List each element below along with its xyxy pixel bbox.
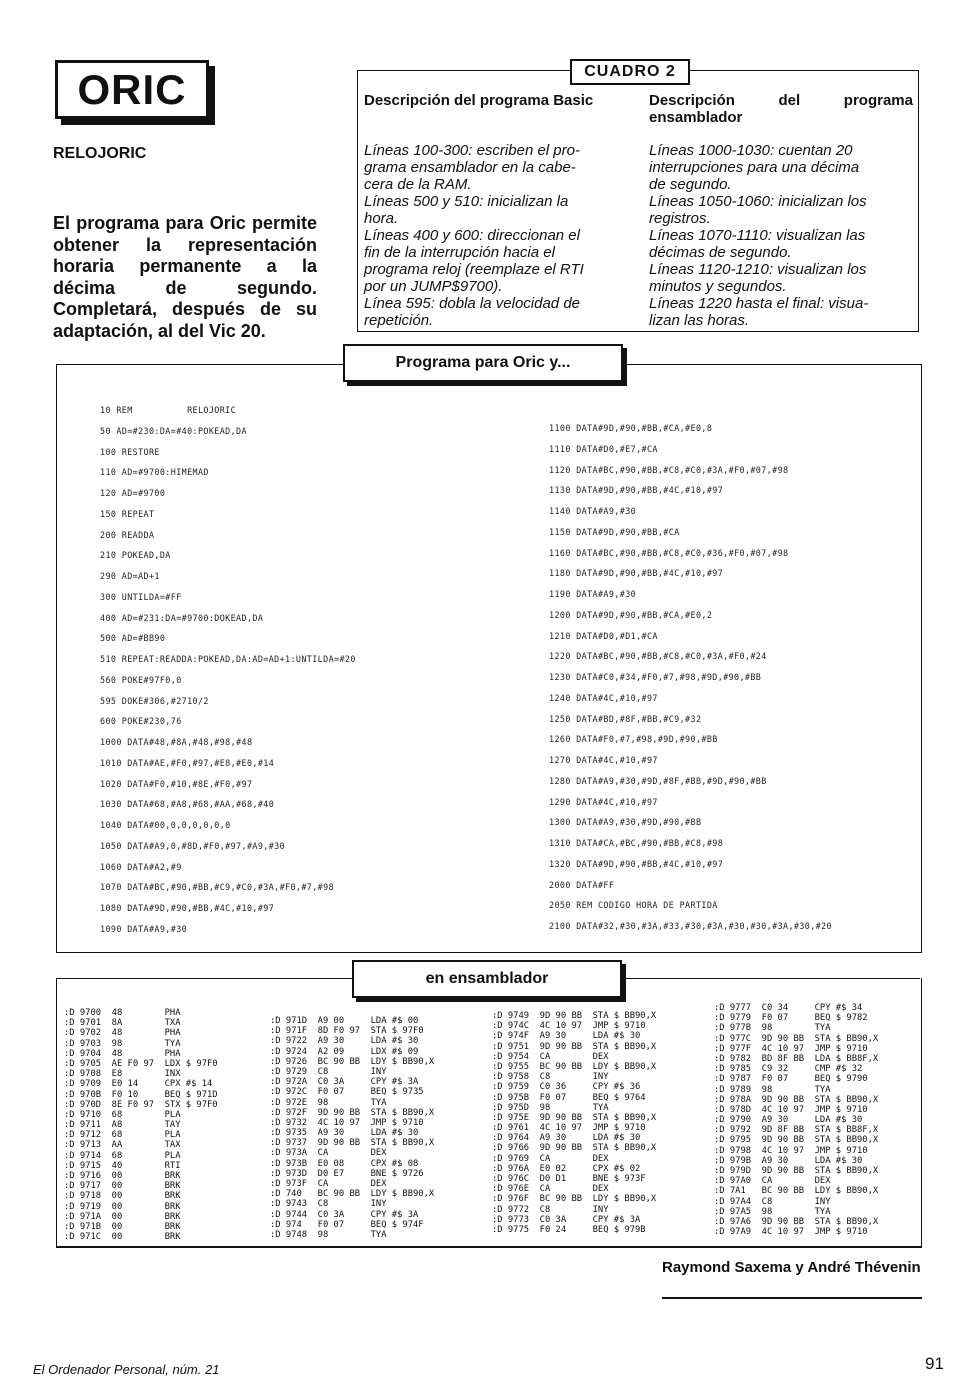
asm-line: :D 978D 4C 10 97 JMP $ 9710: [714, 1104, 868, 1115]
asm-line: :D 972E 98 TYA: [270, 1097, 387, 1108]
code-line: 150 REPEAT: [100, 508, 155, 519]
code-line: 1050 DATA#A9,0,#8D,#F0,#97,#A9,#30: [100, 840, 286, 851]
asm-line: :D 9708 E8 INX: [64, 1069, 181, 1080]
asm-line: :D 9705 AE F0 97 LDX $ 97F0: [64, 1058, 218, 1069]
asm-line: :D 9724 A2 09 LDX #$ 09: [270, 1046, 419, 1057]
asm-line: :D 9735 A9 30 LDA #$ 30: [270, 1128, 419, 1139]
description-line: Línea 595: dobla la velocidad de: [364, 295, 581, 312]
asm-line: :D 974F A9 30 LDA #$ 30: [492, 1031, 641, 1042]
code-line: 1130 DATA#9D,#90,#BB,#4C,#10,#97: [549, 485, 724, 496]
asm-line: :D 9764 A9 30 LDA #$ 30: [492, 1133, 641, 1144]
asm-line: :D 973D D0 E7 BNE $ 9726: [270, 1168, 424, 1179]
code-line: 600 POKE#230,76: [100, 716, 182, 727]
description-line: cera de la RAM.: [364, 176, 472, 193]
code-line: 210 POKEAD,DA: [100, 550, 171, 561]
assembler-description-body: [649, 142, 913, 329]
asm-line: :D 971A 00 BRK: [64, 1211, 181, 1222]
asm-line: :D 979B A9 30 LDA #$ 30: [714, 1155, 863, 1166]
description-line: de segundo.: [649, 176, 732, 193]
code-line: 1120 DATA#BC,#90,#BB,#C8,#C0,#3A,#F0,#07,#98: [549, 464, 789, 475]
description-line: Líneas 1000-1030: cuentan 20: [649, 142, 853, 159]
section-title: RELOJORIC: [53, 145, 147, 162]
code-line: 300 UNTILDA=#FF: [100, 591, 182, 602]
code-line: 1210 DATA#D0,#D1,#CA: [549, 630, 658, 641]
basic-description-heading: Descripción del programa Basic: [364, 92, 594, 109]
asm-line: :D 977F 4C 10 97 JMP $ 9710: [714, 1043, 868, 1054]
code-line: 1020 DATA#F0,#10,#8E,#F0,#97: [100, 778, 253, 789]
asm-line: :D 9773 C0 3A CPY #$ 3A: [492, 1214, 641, 1225]
asm-line: :D 9716 00 BRK: [64, 1171, 181, 1181]
publication-footer: El Ordenador Personal, núm. 21: [33, 1362, 220, 1377]
asm-line: :D 9701 8A TXA: [64, 1018, 181, 1029]
description-line: Líneas 400 y 600: direccionan el: [364, 227, 580, 244]
basic-description-body: [364, 142, 629, 329]
code-line: 1060 DATA#A2,#9: [100, 861, 182, 872]
page-number: 91: [925, 1354, 944, 1373]
asm-line: :D 9798 4C 10 97 JMP $ 9710: [714, 1145, 868, 1156]
asm-line: :D 971C 00 BRK: [64, 1232, 181, 1243]
asm-line: :D 9718 00 BRK: [64, 1191, 181, 1202]
asm-line: :D 976C D0 D1 BNE $ 973F: [492, 1174, 646, 1184]
code-line: 1080 DATA#9D,#90,#BB,#4C,#10,#97: [100, 903, 275, 913]
description-line: fin de la interrupción hacia el: [364, 244, 555, 261]
basic-listing-left-column: [100, 400, 356, 940]
code-line: 1290 DATA#4C,#10,#97: [549, 796, 658, 807]
code-line: 110 AD=#9700:HIMEMAD: [100, 467, 209, 478]
code-line: 1260 DATA#F0,#7,#98,#9D,#90,#BB: [549, 734, 718, 745]
code-line: 1280 DATA#A9,#30,#9D,#8F,#BB,#9D,#90,#BB: [549, 775, 767, 786]
asm-line: :D 975E 9D 90 BB STA $ BB90,X: [492, 1112, 657, 1123]
description-line: lizan las horas.: [649, 312, 750, 329]
asm-line: :D 9713 AA TAX: [64, 1140, 181, 1151]
asm-line: :D 9766 9D 90 BB STA $ BB90,X: [492, 1143, 657, 1154]
asm-line: :D 972F 9D 90 BB STA $ BB90,X: [270, 1107, 435, 1118]
code-line: 595 DOKE#306,#2710/2: [100, 695, 209, 706]
asm-line: :D 9758 C8 INY: [492, 1072, 609, 1083]
code-line: 1140 DATA#A9,#30: [549, 506, 637, 516]
asm-line: :D 9782 BD 8F BB LDA $ BB8F,X: [714, 1053, 879, 1064]
code-line: 1110 DATA#D0,#E7,#CA: [549, 443, 658, 454]
asm-line: :D 974C 4C 10 97 JMP $ 9710: [492, 1021, 646, 1032]
code-line: 1030 DATA#68,#A8,#68,#AA,#68,#40: [100, 799, 275, 810]
assembler-column-3: [492, 1011, 656, 1235]
basic-listing-title: Programa para Oric y...: [343, 344, 623, 382]
asm-line: :D 977C 9D 90 BB STA $ BB90,X: [714, 1033, 879, 1044]
code-line: 1300 DATA#A9,#30,#9D,#90,#BB: [549, 817, 702, 828]
code-line: 2000 DATA#FF: [549, 879, 615, 890]
oric-logo-text: ORIC: [77, 65, 187, 113]
asm-line: :D 975D 98 TYA: [492, 1102, 609, 1113]
asm-line: :D 9709 E0 14 CPX #$ 14: [64, 1079, 213, 1090]
asm-line: :D 9717 00 BRK: [64, 1181, 181, 1192]
description-line: Líneas 1050-1060: inicializan los: [649, 193, 867, 210]
assembler-column-4: [714, 1003, 878, 1237]
basic-listing-right-column: [549, 418, 832, 937]
code-line: 50 AD=#230:DA=#40:POKEAD,DA: [100, 425, 247, 436]
asm-line: :D 973A CA DEX: [270, 1148, 387, 1159]
asm-line: :D 971D A9 00 LDA #$ 00: [270, 1016, 419, 1026]
assembler-column-1: [64, 1008, 218, 1242]
asm-line: :D 9751 9D 90 BB STA $ BB90,X: [492, 1041, 657, 1052]
code-line: 1000 DATA#48,#8A,#48,#98,#48: [100, 737, 253, 747]
author-rule: [662, 1297, 922, 1299]
intro-paragraph: El programa para Oric permite obtener la representación horaria permanente a la décima de segundo. Completará, después de su adaptación, al del Vic 20.: [53, 213, 317, 341]
author-credit: Raymond Saxema y André Thévenin: [662, 1259, 921, 1276]
description-line: décimas de segundo.: [649, 244, 792, 261]
code-line: 400 AD=#231:DA=#9700:DOKEAD,DA: [100, 612, 264, 623]
asm-line: :D 9779 F0 07 BEQ $ 9782: [714, 1013, 868, 1024]
asm-line: :D 9726 BC 90 BB LDY $ BB90,X: [270, 1056, 435, 1067]
oric-logo: [55, 60, 209, 119]
description-line: por un JUMP$9700).: [364, 278, 503, 295]
asm-line: :D 9790 A9 30 LDA #$ 30: [714, 1115, 863, 1126]
code-line: 1100 DATA#9D,#90,#BB,#CA,#E0,8: [549, 423, 713, 433]
description-line: programa reloj (reemplaze el RTI: [364, 261, 584, 278]
asm-line: :D 970D 8E F0 97 STX $ 97F0: [64, 1099, 218, 1110]
asm-line: :D 9729 C8 INY: [270, 1066, 387, 1077]
code-line: 1310 DATA#CA,#BC,#90,#BB,#C8,#98: [549, 838, 724, 848]
code-line: 510 REPEAT:READDA:POKEAD,DA:AD=AD+1:UNTILDA=#20: [100, 654, 356, 664]
asm-line: :D 9755 BC 90 BB LDY $ BB90,X: [492, 1061, 657, 1072]
asm-line: :D 9743 C8 INY: [270, 1199, 387, 1210]
asm-line: :D 976F BC 90 BB LDY $ BB90,X: [492, 1194, 657, 1205]
asm-line: :D 97A6 9D 90 BB STA $ BB90,X: [714, 1216, 879, 1227]
code-line: 1220 DATA#BC,#90,#BB,#C8,#C0,#3A,#F0,#24: [549, 651, 767, 662]
description-line: grama ensamblador en la cabe-: [364, 159, 576, 176]
code-line: 1180 DATA#9D,#90,#BB,#4C,#10,#97: [549, 568, 724, 579]
asm-line: :D 971B 00 BRK: [64, 1221, 181, 1232]
code-line: 1230 DATA#C0,#34,#F0,#7,#98,#9D,#90,#BB: [549, 672, 762, 682]
asm-line: :D 9789 98 TYA: [714, 1084, 831, 1095]
asm-line: :D 978A 9D 90 BB STA $ BB90,X: [714, 1094, 879, 1105]
asm-line: :D 9703 98 TYA: [64, 1038, 181, 1049]
asm-line: :D 97A9 4C 10 97 JMP $ 9710: [714, 1227, 868, 1238]
cuadro-title: CUADRO 2: [570, 59, 690, 85]
code-line: 1250 DATA#BD,#8F,#BB,#C9,#32: [549, 713, 702, 724]
code-line: 120 AD=#9700: [100, 488, 166, 498]
asm-line: :D 9715 40 RTI: [64, 1160, 181, 1171]
description-line: minutos y segundos.: [649, 278, 787, 295]
asm-line: :D 9759 C0 36 CPY #$ 36: [492, 1082, 641, 1093]
asm-line: :D 971F 8D F0 97 STA $ 97F0: [270, 1026, 424, 1037]
code-line: 2050 REM CODIGO HORA DE PARTIDA: [549, 900, 718, 911]
code-line: 1240 DATA#4C,#10,#97: [549, 692, 658, 703]
code-line: 200 READDA: [100, 529, 155, 540]
description-line: Líneas 500 y 510: inicializan la: [364, 193, 569, 210]
asm-line: :D 9792 9D 8F BB STA $ BB8F,X: [714, 1125, 879, 1136]
asm-line: :D 9732 4C 10 97 JMP $ 9710: [270, 1117, 424, 1128]
asm-line: :D 979D 9D 90 BB STA $ BB90,X: [714, 1166, 879, 1176]
asm-line: :D 9722 A9 30 LDA #$ 30: [270, 1036, 419, 1047]
description-line: Líneas 1070-1110: visualizan las: [649, 227, 866, 244]
code-line: 1150 DATA#9D,#90,#BB,#CA: [549, 526, 680, 537]
code-line: 1190 DATA#A9,#30: [549, 589, 637, 599]
description-line: Líneas 1120-1210: visualizan los: [649, 261, 867, 278]
asm-line: :D 7A1 BC 90 BB LDY $ BB90,X: [714, 1186, 879, 1197]
asm-line: :D 975B F0 07 BEQ $ 9764: [492, 1092, 646, 1103]
asm-line: :D 9714 68 PLA: [64, 1150, 181, 1161]
asm-line: :D 9700 48 PHA: [64, 1008, 181, 1018]
asm-line: :D 9719 00 BRK: [64, 1201, 181, 1212]
asm-line: :D 9769 CA DEX: [492, 1153, 609, 1164]
asm-line: :D 970B F0 10 BEQ $ 971D: [64, 1089, 218, 1100]
asm-line: :D 9787 F0 07 BEQ $ 9790: [714, 1074, 868, 1085]
description-line: hora.: [364, 210, 399, 227]
asm-line: :D 972C F0 07 BEQ $ 9735: [270, 1087, 424, 1098]
asm-line: :D 9785 C9 32 CMP #$ 32: [714, 1064, 863, 1075]
asm-line: :D 97A5 98 TYA: [714, 1206, 831, 1217]
code-line: 100 RESTORE: [100, 446, 160, 457]
code-line: 290 AD=AD+1: [100, 571, 160, 581]
asm-line: :D 972A C0 3A CPY #$ 3A: [270, 1077, 419, 1088]
asm-line: :D 9775 F0 24 BEQ $ 979B: [492, 1224, 646, 1235]
asm-line: :D 9795 9D 90 BB STA $ BB90,X: [714, 1135, 879, 1146]
asm-line: :D 9749 9D 90 BB STA $ BB90,X: [492, 1011, 657, 1021]
asm-line: :D 976A E0 02 CPX #$ 02: [492, 1163, 641, 1174]
asm-line: :D 9712 68 PLA: [64, 1130, 181, 1141]
asm-line: :D 9777 C0 34 CPY #$ 34: [714, 1003, 863, 1013]
asm-line: :D 9754 CA DEX: [492, 1051, 609, 1062]
code-line: 10 REM RELOJORIC: [100, 405, 237, 415]
asm-line: :D 740 BC 90 BB LDY $ BB90,X: [270, 1189, 435, 1200]
description-line: interrupciones para una décima: [649, 159, 860, 176]
description-line: repetición.: [364, 312, 434, 329]
code-line: 1320 DATA#9D,#90,#BB,#4C,#10,#97: [549, 858, 724, 869]
asm-line: :D 973F CA DEX: [270, 1179, 387, 1189]
assembler-description-heading: Descripción del programa ensamblador: [649, 92, 913, 126]
asm-line: :D 97A4 C8 INY: [714, 1196, 831, 1207]
code-line: 1200 DATA#9D,#90,#BB,#CA,#E0,2: [549, 609, 713, 620]
code-line: 560 POKE#97F0,0: [100, 674, 182, 685]
asm-line: :D 9704 48 PHA: [64, 1048, 181, 1059]
code-line: 1070 DATA#BC,#90,#BB,#C9,#C0,#3A,#F0,#7,#98: [100, 882, 335, 893]
code-line: 500 AD=#BB90: [100, 633, 166, 644]
asm-line: :D 9744 C0 3A CPY #$ 3A: [270, 1209, 419, 1220]
description-line: Líneas 100-300: escriben el pro-: [364, 142, 580, 159]
code-line: 1270 DATA#4C,#10,#97: [549, 755, 658, 765]
code-line: 1010 DATA#AE,#F0,#97,#E8,#E0,#14: [100, 757, 275, 768]
code-line: 1090 DATA#A9,#30: [100, 923, 188, 934]
asm-line: :D 97A0 CA DEX: [714, 1176, 831, 1187]
asm-line: :D 974 F0 07 BEQ $ 974F: [270, 1219, 424, 1230]
asm-line: :D 977B 98 TYA: [714, 1023, 831, 1034]
code-line: 2100 DATA#32,#30,#3A,#33,#30,#3A,#30,#30,#3A,#30,#20: [549, 921, 832, 931]
description-line: Líneas 1220 hasta el final: visua-: [649, 295, 869, 312]
assembler-listing-title: en ensamblador: [352, 960, 622, 998]
asm-line: :D 9748 98 TYA: [270, 1229, 387, 1240]
asm-line: :D 9711 A8 TAY: [64, 1120, 181, 1131]
asm-line: :D 9710 68 PLA: [64, 1109, 181, 1120]
asm-line: :D 9761 4C 10 97 JMP $ 9710: [492, 1123, 646, 1134]
asm-line: :D 973B E0 08 CPX #$ 08: [270, 1158, 419, 1169]
asm-line: :D 9772 C8 INY: [492, 1204, 609, 1215]
code-line: 1160 DATA#BC,#90,#BB,#C8,#C0,#36,#F0,#07,#98: [549, 547, 789, 558]
description-line: registros.: [649, 210, 711, 227]
code-line: 1040 DATA#00,0,0,0,0,0,0: [100, 820, 231, 830]
asm-line: :D 976E CA DEX: [492, 1184, 609, 1195]
assembler-column-2: [270, 1016, 434, 1240]
asm-line: :D 9737 9D 90 BB STA $ BB90,X: [270, 1138, 435, 1149]
asm-line: :D 9702 48 PHA: [64, 1028, 181, 1039]
